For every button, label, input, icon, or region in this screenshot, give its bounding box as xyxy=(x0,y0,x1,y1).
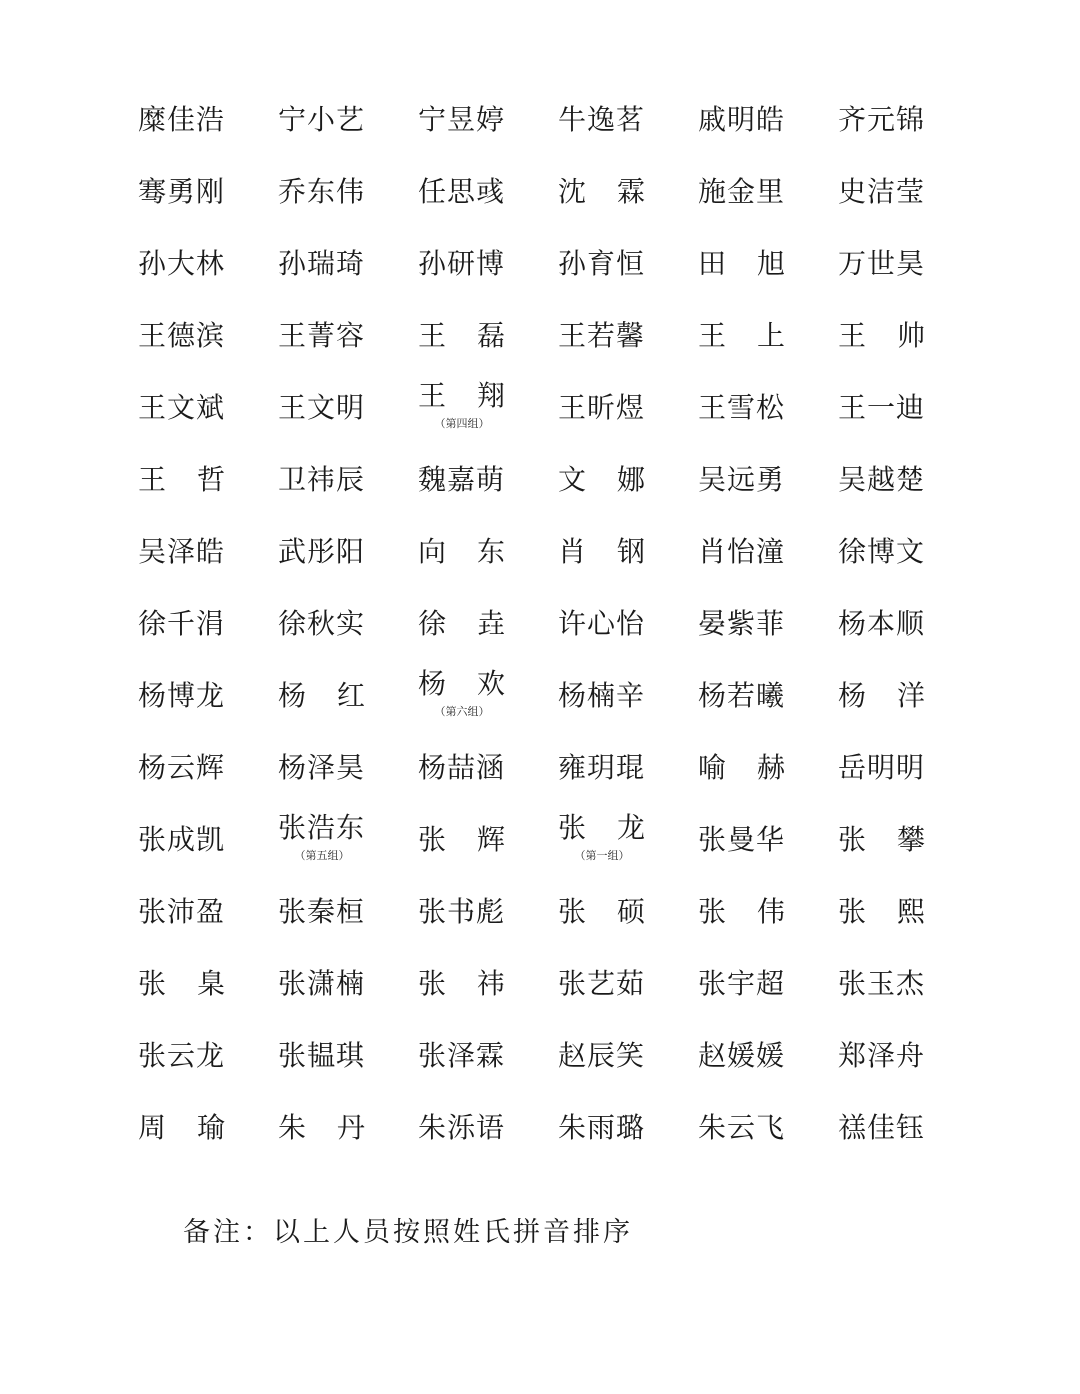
name-cell xyxy=(418,156,558,228)
person-name: 杨泽昊 xyxy=(278,751,366,784)
name-cell xyxy=(278,660,418,732)
name-cell xyxy=(838,372,978,444)
name-cell xyxy=(138,948,278,1020)
name-cell xyxy=(838,444,978,516)
name-cell xyxy=(138,516,278,588)
person-name: 宁小艺 xyxy=(278,103,366,136)
name-cell xyxy=(418,732,558,804)
name-cell xyxy=(278,732,418,804)
person-name: 向 东 xyxy=(418,535,506,568)
person-name: 沈 霖 xyxy=(558,175,646,208)
person-name: 徐千涓 xyxy=(138,607,226,640)
name-cell xyxy=(138,300,278,372)
person-name: 王 翔 xyxy=(418,379,506,412)
name-list xyxy=(138,84,978,1164)
remark-note: 备注：以上人员按照姓氏拼音排序 xyxy=(183,1217,633,1248)
person-name: 肖 钢 xyxy=(558,535,646,568)
person-name: 张 攀 xyxy=(838,823,926,856)
name-cell xyxy=(278,444,418,516)
person-name: 吴越楚 xyxy=(838,463,926,496)
person-name: 张 辉 xyxy=(418,823,506,856)
person-name: 张 龙 xyxy=(558,811,646,844)
person-name: 周 瑜 xyxy=(138,1111,226,1144)
name-cell xyxy=(418,588,558,660)
person-name: 雍玥琨 xyxy=(558,751,646,784)
name-cell xyxy=(418,300,558,372)
person-name: 张韫琪 xyxy=(278,1039,366,1072)
person-name: 万世昊 xyxy=(838,247,926,280)
person-name: 杨 红 xyxy=(278,679,366,712)
person-name: 王德滨 xyxy=(138,319,226,352)
name-cell xyxy=(558,732,698,804)
name-cell xyxy=(278,948,418,1020)
person-name: 朱泺语 xyxy=(418,1111,506,1144)
person-name: 杨楠辛 xyxy=(558,679,646,712)
group-note: （第四组） xyxy=(434,417,490,430)
name-cell xyxy=(418,1092,558,1164)
person-name: 戚明皓 xyxy=(698,103,786,136)
name-cell xyxy=(698,732,838,804)
person-name: 张曼华 xyxy=(698,823,786,856)
name-cell xyxy=(278,588,418,660)
name-cell xyxy=(558,156,698,228)
person-name: 肖怡潼 xyxy=(698,535,786,568)
person-name: 孙大林 xyxy=(138,247,226,280)
person-name: 王昕煜 xyxy=(558,391,646,424)
person-name: 孙研博 xyxy=(418,247,506,280)
name-cell xyxy=(838,876,978,948)
name-cell xyxy=(698,372,838,444)
person-name: 徐 垚 xyxy=(418,607,506,640)
group-note: （第六组） xyxy=(434,705,490,718)
name-cell xyxy=(418,804,558,876)
person-name: 禚佳钰 xyxy=(838,1111,926,1144)
person-name: 杨博龙 xyxy=(138,679,226,712)
person-name: 糜佳浩 xyxy=(138,103,226,136)
person-name: 喻 赫 xyxy=(698,751,786,784)
person-name: 卫祎辰 xyxy=(278,463,366,496)
person-name: 牛逸茗 xyxy=(558,103,646,136)
name-cell xyxy=(558,804,698,876)
person-name: 朱云飞 xyxy=(698,1111,786,1144)
person-name: 孙瑞琦 xyxy=(278,247,366,280)
name-cell xyxy=(418,84,558,156)
name-cell xyxy=(838,228,978,300)
name-cell xyxy=(558,516,698,588)
person-name: 骞勇刚 xyxy=(138,175,226,208)
person-name: 岳明明 xyxy=(838,751,926,784)
name-cell xyxy=(278,516,418,588)
person-name: 张潇楠 xyxy=(278,967,366,1000)
person-name: 王 帅 xyxy=(838,319,926,352)
name-cell xyxy=(418,660,558,732)
name-cell xyxy=(558,84,698,156)
person-name: 徐秋实 xyxy=(278,607,366,640)
name-cell xyxy=(278,1020,418,1092)
name-cell xyxy=(558,372,698,444)
person-name: 张云龙 xyxy=(138,1039,226,1072)
name-cell xyxy=(138,588,278,660)
person-name: 朱 丹 xyxy=(278,1111,366,1144)
name-cell xyxy=(418,948,558,1020)
person-name: 杨 洋 xyxy=(838,679,926,712)
name-cell xyxy=(838,84,978,156)
person-name: 张秦桓 xyxy=(278,895,366,928)
person-name: 田 旭 xyxy=(698,247,786,280)
person-name: 张 熙 xyxy=(838,895,926,928)
person-name: 王雪松 xyxy=(698,391,786,424)
name-cell xyxy=(138,372,278,444)
person-name: 张 硕 xyxy=(558,895,646,928)
name-cell xyxy=(278,156,418,228)
person-name: 杨本顺 xyxy=(838,607,926,640)
name-cell xyxy=(698,804,838,876)
name-cell xyxy=(418,372,558,444)
person-name: 魏嘉萌 xyxy=(418,463,506,496)
person-name: 杨云辉 xyxy=(138,751,226,784)
person-name: 许心怡 xyxy=(558,607,646,640)
name-cell xyxy=(138,660,278,732)
person-name: 张 臬 xyxy=(138,967,226,1000)
name-cell xyxy=(698,156,838,228)
name-cell xyxy=(558,228,698,300)
name-cell xyxy=(838,1020,978,1092)
person-name: 赵辰笑 xyxy=(558,1039,646,1072)
group-note: （第一组） xyxy=(574,849,630,862)
name-cell xyxy=(138,1092,278,1164)
name-cell xyxy=(838,516,978,588)
name-cell xyxy=(698,1092,838,1164)
name-cell xyxy=(698,84,838,156)
person-name: 王文斌 xyxy=(138,391,226,424)
name-cell xyxy=(838,804,978,876)
person-name: 王菁容 xyxy=(278,319,366,352)
name-cell xyxy=(838,660,978,732)
person-name: 张浩东 xyxy=(278,811,366,844)
person-name: 吴泽皓 xyxy=(138,535,226,568)
name-cell xyxy=(138,84,278,156)
name-cell xyxy=(418,228,558,300)
name-cell xyxy=(838,300,978,372)
name-cell xyxy=(138,732,278,804)
name-cell xyxy=(418,444,558,516)
person-name: 王文明 xyxy=(278,391,366,424)
name-cell xyxy=(278,372,418,444)
group-note: （第五组） xyxy=(294,849,350,862)
name-cell xyxy=(138,156,278,228)
person-name: 王 上 xyxy=(698,319,786,352)
name-cell xyxy=(838,156,978,228)
person-name: 张 伟 xyxy=(698,895,786,928)
name-cell xyxy=(138,1020,278,1092)
person-name: 张 祎 xyxy=(418,967,506,1000)
name-cell xyxy=(558,588,698,660)
name-cell xyxy=(698,444,838,516)
person-name: 朱雨璐 xyxy=(558,1111,646,1144)
person-name: 吴远勇 xyxy=(698,463,786,496)
person-name: 王一迪 xyxy=(838,391,926,424)
person-name: 杨 欢 xyxy=(418,667,506,700)
name-cell xyxy=(278,300,418,372)
name-cell xyxy=(698,1020,838,1092)
person-name: 徐博文 xyxy=(838,535,926,568)
name-cell xyxy=(558,660,698,732)
name-cell xyxy=(418,876,558,948)
person-name: 杨若曦 xyxy=(698,679,786,712)
name-cell xyxy=(558,876,698,948)
name-cell xyxy=(558,300,698,372)
name-cell xyxy=(698,660,838,732)
person-name: 王 哲 xyxy=(138,463,226,496)
person-name: 郑泽舟 xyxy=(838,1039,926,1072)
person-name: 史洁莹 xyxy=(838,175,926,208)
person-name: 杨喆涵 xyxy=(418,751,506,784)
name-cell xyxy=(138,444,278,516)
person-name: 任思彧 xyxy=(418,175,506,208)
person-name: 宁昱婷 xyxy=(418,103,506,136)
person-name: 齐元锦 xyxy=(838,103,926,136)
name-cell xyxy=(558,444,698,516)
name-cell xyxy=(698,948,838,1020)
name-cell xyxy=(558,948,698,1020)
name-cell xyxy=(698,300,838,372)
person-name: 张泽霖 xyxy=(418,1039,506,1072)
person-name: 张成凯 xyxy=(138,823,226,856)
person-name: 王 磊 xyxy=(418,319,506,352)
person-name: 王若馨 xyxy=(558,319,646,352)
name-cell xyxy=(698,516,838,588)
name-cell xyxy=(558,1092,698,1164)
name-cell xyxy=(418,1020,558,1092)
name-cell xyxy=(838,948,978,1020)
name-cell xyxy=(278,84,418,156)
name-cell xyxy=(698,876,838,948)
name-cell xyxy=(138,804,278,876)
person-name: 晏紫菲 xyxy=(698,607,786,640)
name-cell xyxy=(698,588,838,660)
person-name: 张书彪 xyxy=(418,895,506,928)
name-cell xyxy=(278,1092,418,1164)
person-name: 张玉杰 xyxy=(838,967,926,1000)
person-name: 张艺茹 xyxy=(558,967,646,1000)
person-name: 孙育恒 xyxy=(558,247,646,280)
name-cell xyxy=(558,1020,698,1092)
name-cell xyxy=(138,228,278,300)
person-name: 赵媛媛 xyxy=(698,1039,786,1072)
person-name: 张宇超 xyxy=(698,967,786,1000)
name-cell xyxy=(138,876,278,948)
person-name: 张沛盈 xyxy=(138,895,226,928)
name-cell xyxy=(838,732,978,804)
name-cell xyxy=(418,516,558,588)
name-cell xyxy=(278,876,418,948)
person-name: 文 娜 xyxy=(558,463,646,496)
person-name: 施金里 xyxy=(698,175,786,208)
person-name: 武彤阳 xyxy=(278,535,366,568)
name-cell xyxy=(838,588,978,660)
name-cell xyxy=(278,228,418,300)
name-cell xyxy=(278,804,418,876)
person-name: 乔东伟 xyxy=(278,175,366,208)
name-cell xyxy=(838,1092,978,1164)
name-cell xyxy=(698,228,838,300)
